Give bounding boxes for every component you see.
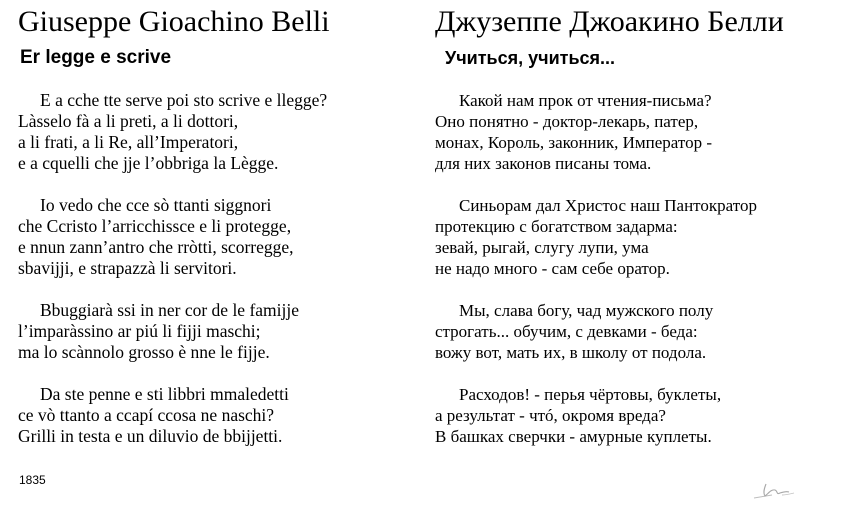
poem-line: Làsselo fà a li preti, a li dottori, — [18, 111, 239, 131]
poem-line: Какой нам прок от чтения-письма? — [459, 91, 712, 110]
poem-line: e nnun zann’antro che rròtti, scorregge, — [18, 237, 294, 257]
poem-line: не надо много - сам себе оратор. — [435, 259, 670, 278]
poem-line: Da ste penne e sti libbri mmaledetti — [40, 384, 289, 404]
poem-line: ma lo scànnolo grosso è nne le fijje. — [18, 342, 270, 362]
poem-line: e a cquelli che jje l’obbriga la Lègge. — [18, 153, 279, 173]
poem-line: протекцию с богатством задарма: — [435, 217, 678, 236]
poem-line: sbavijji, e strapazzà li servitori. — [18, 258, 237, 278]
translation-title: Учиться, учиться... — [445, 48, 616, 68]
poem-line: a li frati, a li Re, all’Imperatori, — [18, 132, 239, 152]
poem-year: 1835 — [19, 473, 46, 487]
original-author: Giuseppe Gioachino Belli — [18, 5, 330, 38]
original-title: Er legge e scrive — [20, 47, 172, 68]
poem-line: Io vedo che cce sò ttanti siggnori — [40, 195, 272, 215]
poem-line: l’imparàssino ar piú li fijji maschi; — [18, 321, 261, 341]
translation-author: Джузеппе Джоакино Белли — [435, 5, 784, 38]
poem-line: Мы, слава богу, чад мужского полу — [459, 301, 714, 320]
poem-line: Расходов! - перья чёртовы, буклеты, — [459, 385, 722, 404]
original-stanza-2 — [18, 195, 327, 279]
original-stanza-4 — [18, 384, 327, 447]
original-stanza-3 — [18, 300, 327, 363]
poem-line: строгать... обучим, с девками - беда: — [435, 322, 698, 341]
translation-poem — [435, 90, 757, 468]
poem-line: Синьорам дал Христос наш Пантократор — [459, 196, 757, 215]
poem-line: Grilli in testa e un diluvio de bbijjetti. — [18, 426, 283, 446]
poem-line: монах, Король, законник, Император - — [435, 133, 713, 152]
poem-line: вожу вот, мать их, в школу от подола. — [435, 343, 707, 362]
poem-line: E a cche tte serve poi sto scrive e llegge? — [40, 90, 328, 110]
original-stanza-1 — [18, 90, 327, 174]
translation-stanza-3 — [435, 300, 757, 363]
translation-stanza-4 — [435, 384, 757, 447]
poem-line: В башках сверчки - амурные куплеты. — [435, 427, 712, 446]
poem-line: для них законов писаны тома. — [435, 154, 652, 173]
poem-line: Bbuggiarà ssi in ner cor de le famijje — [40, 300, 300, 320]
poem-line: Оно понятно - доктор-лекарь, патер, — [435, 112, 699, 131]
original-poem — [18, 90, 327, 468]
handwritten-signature-icon — [752, 480, 798, 507]
translation-stanza-1 — [435, 90, 757, 174]
translation-stanza-2 — [435, 195, 757, 279]
poem-line: ce vò ttanto a ccapí ccosa ne naschi? — [18, 405, 275, 425]
poem-line: а результат - чтó, окромя вреда? — [435, 406, 666, 425]
poem-line: зевай, рыгай, слугу лупи, ума — [435, 238, 649, 257]
poem-line: che Ccristo l’arricchissce e li protegge, — [18, 216, 292, 236]
